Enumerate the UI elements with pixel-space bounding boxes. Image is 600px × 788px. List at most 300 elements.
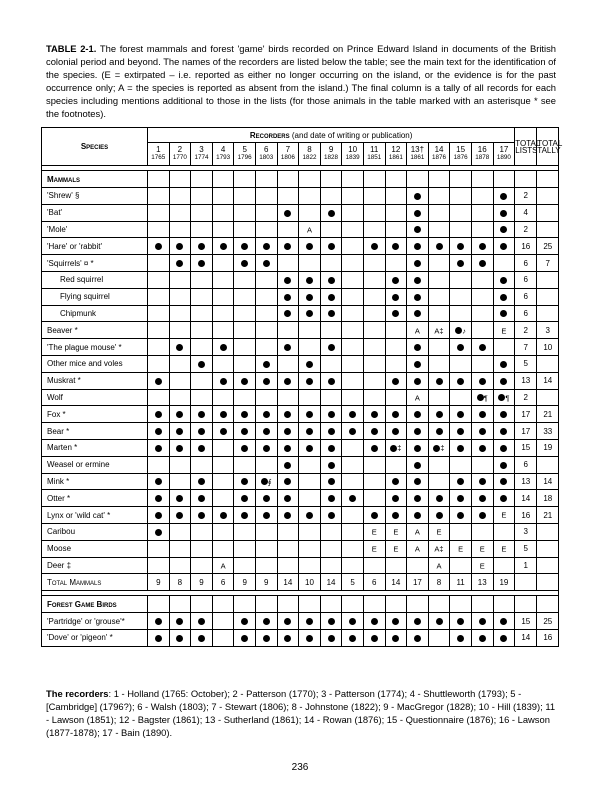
record-cell [342, 372, 364, 389]
record-cell [450, 540, 472, 557]
record-cell [471, 305, 493, 322]
record-cell [234, 204, 256, 221]
total-tally-cell: 3 [537, 322, 559, 339]
record-code: E [479, 544, 485, 554]
record-cell [169, 423, 191, 440]
record-cell [428, 288, 450, 305]
record-cell [385, 406, 407, 423]
present-dot-icon [414, 411, 421, 418]
species-name: Mink * [42, 473, 148, 490]
section-title: Forest Game Birds [47, 599, 117, 609]
table-row [42, 613, 559, 630]
present-dot-icon [479, 378, 486, 385]
present-dot-icon [198, 260, 205, 267]
record-cell [342, 221, 364, 238]
record-cell [299, 288, 321, 305]
recorder-year: 1878 [475, 154, 490, 161]
present-dot-icon [392, 428, 399, 435]
empty-cell [342, 171, 364, 188]
record-code: E [458, 544, 464, 554]
record-cell [407, 507, 429, 524]
table-row [42, 339, 559, 356]
recorder-column-header [212, 143, 234, 166]
record-code: A‡ [434, 325, 444, 335]
record-cell [385, 507, 407, 524]
record-cell [148, 389, 170, 406]
record-cell [169, 613, 191, 630]
table-row [42, 490, 559, 507]
record-code: E [501, 544, 507, 554]
total-tally-cell: 25 [537, 238, 559, 255]
record-cell [363, 288, 385, 305]
recorder-number: 3 [199, 145, 204, 154]
record-code: A [414, 527, 420, 537]
present-dot-icon [500, 378, 507, 385]
column-total: 11 [450, 574, 472, 591]
table-row [42, 406, 559, 423]
record-cell [363, 406, 385, 423]
recorder-number: 2 [177, 145, 183, 154]
present-dot-icon [500, 478, 507, 485]
record-cell [385, 305, 407, 322]
record-cell [169, 540, 191, 557]
record-cell [471, 613, 493, 630]
present-dot-icon [328, 512, 335, 519]
present-dot-icon [284, 635, 291, 642]
total-lists-cell: 14 [515, 490, 537, 507]
section-title-cell [42, 171, 148, 188]
total-lists-cell: 7 [515, 339, 537, 356]
empty-cell [212, 171, 234, 188]
species-name: Weasel or ermine [42, 456, 148, 473]
page-number: 236 [291, 762, 309, 773]
empty-cell [277, 171, 299, 188]
record-code: A [414, 393, 420, 403]
record-cell [320, 355, 342, 372]
recorder-year: 1876 [453, 154, 468, 161]
record-cell [385, 372, 407, 389]
record-cell [191, 456, 213, 473]
species-name: Moose [42, 540, 148, 557]
recorder-column-header [493, 143, 515, 166]
record-cell [471, 221, 493, 238]
present-dot-icon [479, 445, 486, 452]
record-cell [428, 473, 450, 490]
record-cell [342, 271, 364, 288]
species-name: 'Hare' or 'rabbit' [42, 238, 148, 255]
recorders-label: The recorders [46, 688, 109, 699]
record-cell [407, 188, 429, 205]
empty-cell [363, 171, 385, 188]
record-cell [428, 507, 450, 524]
record-cell [320, 255, 342, 272]
record-code: A [436, 561, 442, 571]
record-cell [212, 507, 234, 524]
total-tally-cell [537, 288, 559, 305]
recorder-year: 1796 [237, 154, 252, 161]
record-cell [363, 629, 385, 646]
record-cell [234, 423, 256, 440]
present-dot-icon [414, 193, 421, 200]
recorders-header [148, 128, 515, 143]
record-cell [169, 355, 191, 372]
record-cell [342, 355, 364, 372]
record-cell [234, 613, 256, 630]
record-cell [471, 456, 493, 473]
record-cell [212, 221, 234, 238]
record-cell [212, 355, 234, 372]
record-cell [169, 188, 191, 205]
record-cell [363, 439, 385, 456]
record-cell [450, 355, 472, 372]
record-cell [493, 389, 515, 406]
record-cell [169, 255, 191, 272]
record-code: E [371, 527, 377, 537]
recorder-year: 1890 [496, 154, 511, 161]
record-cell [428, 305, 450, 322]
record-code: A [306, 225, 312, 235]
empty-cell [234, 596, 256, 613]
record-cell [255, 439, 277, 456]
record-cell [363, 372, 385, 389]
record-cell [299, 255, 321, 272]
record-cell [169, 372, 191, 389]
total-lists-cell: 6 [515, 456, 537, 473]
present-dot-icon [328, 478, 335, 485]
record-cell [407, 613, 429, 630]
record-cell [320, 271, 342, 288]
record-code: E [393, 527, 399, 537]
record-cell [493, 490, 515, 507]
record-cell [255, 490, 277, 507]
empty-cell [515, 574, 537, 591]
total-tally-cell [537, 188, 559, 205]
record-cell [212, 557, 234, 574]
total-lists-cell: 15 [515, 613, 537, 630]
present-dot-icon [479, 243, 486, 250]
column-total: 8 [428, 574, 450, 591]
present-dot-icon [263, 512, 270, 519]
record-cell [255, 305, 277, 322]
record-cell [148, 557, 170, 574]
record-cell [191, 540, 213, 557]
recorder-number: 14 [434, 145, 444, 154]
present-dot-icon [479, 512, 486, 519]
table-row [42, 389, 559, 406]
record-cell [407, 389, 429, 406]
record-cell [320, 540, 342, 557]
record-cell [255, 204, 277, 221]
present-dot-icon [457, 478, 464, 485]
record-cell [450, 188, 472, 205]
table-row [42, 372, 559, 389]
present-dot-icon [457, 378, 464, 385]
present-dot-icon [306, 294, 313, 301]
record-cell [277, 439, 299, 456]
record-cell [234, 339, 256, 356]
record-cell [277, 372, 299, 389]
record-cell [471, 540, 493, 557]
recorder-year: 1876 [432, 154, 447, 161]
record-cell [428, 389, 450, 406]
record-cell [191, 188, 213, 205]
section-title-cell [42, 596, 148, 613]
present-dot-icon [306, 635, 313, 642]
record-cell [342, 406, 364, 423]
record-cell [363, 339, 385, 356]
recorder-column-header [428, 143, 450, 166]
species-name: Deer ‡ [42, 557, 148, 574]
record-cell [299, 389, 321, 406]
record-cell [471, 406, 493, 423]
recorder-column-header [169, 143, 191, 166]
recorder-column-header [277, 143, 299, 166]
record-cell [169, 221, 191, 238]
present-dot-icon [479, 618, 486, 625]
present-dot-icon [414, 260, 421, 267]
present-dot-icon [457, 243, 464, 250]
empty-cell [255, 596, 277, 613]
recorder-year: 1828 [324, 154, 339, 161]
present-dot-icon [328, 344, 335, 351]
present-dot-icon [155, 618, 162, 625]
record-cell [450, 629, 472, 646]
present-dot-icon [155, 428, 162, 435]
record-cell [191, 238, 213, 255]
record-cell [342, 305, 364, 322]
recorders-header-sub: (and date of writing or publication) [291, 130, 413, 140]
table-row [42, 439, 559, 456]
present-dot-icon [392, 635, 399, 642]
record-cell [450, 439, 472, 456]
record-cell [234, 490, 256, 507]
record-cell [407, 406, 429, 423]
present-dot-icon [155, 635, 162, 642]
recorder-year: 1803 [259, 154, 274, 161]
record-cell [428, 523, 450, 540]
record-cell [191, 613, 213, 630]
present-dot-icon [198, 243, 205, 250]
present-dot-icon [284, 310, 291, 317]
record-cell [169, 271, 191, 288]
total-tally-cell [537, 271, 559, 288]
total-lists-cell: 16 [515, 238, 537, 255]
record-cell [450, 490, 472, 507]
present-dot-icon [392, 310, 399, 317]
record-cell [191, 288, 213, 305]
record-cell [234, 523, 256, 540]
present-dot-icon [284, 294, 291, 301]
record-cell [407, 221, 429, 238]
record-cell [363, 523, 385, 540]
total-lists-cell: 13 [515, 372, 537, 389]
record-cell [234, 255, 256, 272]
present-dot-icon [479, 635, 486, 642]
record-cell [320, 305, 342, 322]
record-cell [255, 540, 277, 557]
present-dot-icon [457, 495, 464, 502]
record-cell [234, 221, 256, 238]
record-cell [320, 456, 342, 473]
record-cell [407, 255, 429, 272]
present-dot-icon [500, 310, 507, 317]
record-code: A‡ [434, 544, 444, 554]
present-dot-icon [176, 635, 183, 642]
species-name: Caribou [42, 523, 148, 540]
present-dot-icon [328, 495, 335, 502]
record-cell [191, 406, 213, 423]
record-cell [255, 271, 277, 288]
present-dot-icon [241, 512, 248, 519]
record-cell [148, 221, 170, 238]
present-dot-icon [155, 529, 162, 536]
species-name: Other mice and voles [42, 355, 148, 372]
column-total: 6 [212, 574, 234, 591]
record-cell [428, 271, 450, 288]
record-cell [212, 188, 234, 205]
empty-cell [320, 171, 342, 188]
present-dot-icon [263, 445, 270, 452]
record-cell [320, 473, 342, 490]
record-cell [385, 423, 407, 440]
present-dot-icon [284, 277, 291, 284]
record-cell [169, 456, 191, 473]
empty-cell [191, 171, 213, 188]
present-dot-icon [349, 411, 356, 418]
present-dot-icon [436, 495, 443, 502]
present-dot-icon [349, 428, 356, 435]
present-dot-icon [371, 635, 378, 642]
species-name: Wolf [42, 389, 148, 406]
record-cell [385, 456, 407, 473]
present-dot-icon [436, 243, 443, 250]
record-cell [191, 523, 213, 540]
recorder-column-header [450, 143, 472, 166]
record-cell [428, 490, 450, 507]
recorder-number: 7 [285, 145, 291, 154]
recorders-header-label: Recorders [249, 130, 290, 140]
record-code: A [414, 544, 420, 554]
record-cell [363, 255, 385, 272]
present-dot-icon [349, 495, 356, 502]
present-dot-icon [284, 495, 291, 502]
record-cell [320, 439, 342, 456]
record-cell [169, 490, 191, 507]
record-cell [212, 204, 234, 221]
present-dot-icon [392, 277, 399, 284]
recorder-number: 8 [307, 145, 312, 154]
empty-cell [471, 171, 493, 188]
present-dot-icon [241, 618, 248, 625]
present-dot-icon [155, 378, 162, 385]
recorder-column-header [320, 143, 342, 166]
record-cell [234, 473, 256, 490]
record-cell [169, 507, 191, 524]
record-cell [407, 271, 429, 288]
record-cell [212, 523, 234, 540]
record-cell [450, 322, 472, 339]
footnote-mark: ♪ [462, 325, 466, 335]
total-lists-cell: 6 [515, 305, 537, 322]
record-cell [407, 423, 429, 440]
total-lists-cell: 2 [515, 221, 537, 238]
total-tally-cell: 18 [537, 490, 559, 507]
empty-cell [537, 171, 559, 188]
record-code: A [220, 561, 226, 571]
column-total: 9 [191, 574, 213, 591]
record-cell [385, 490, 407, 507]
empty-cell [407, 596, 429, 613]
total-lists-cell: 6 [515, 271, 537, 288]
species-name: Chipmunk [42, 305, 148, 322]
record-cell [277, 188, 299, 205]
record-cell [493, 204, 515, 221]
record-cell [342, 389, 364, 406]
present-dot-icon [328, 635, 335, 642]
column-total: 14 [385, 574, 407, 591]
present-dot-icon [328, 243, 335, 250]
present-dot-icon [500, 193, 507, 200]
empty-cell [385, 596, 407, 613]
record-cell [363, 423, 385, 440]
record-cell [148, 355, 170, 372]
record-cell [342, 255, 364, 272]
total-lists-cell: 15 [515, 439, 537, 456]
total-lists-cell: 4 [515, 204, 537, 221]
empty-cell [428, 171, 450, 188]
record-cell [450, 507, 472, 524]
present-dot-icon [500, 635, 507, 642]
record-cell [191, 389, 213, 406]
present-dot-icon [306, 411, 313, 418]
species-name: 'Partridge' or 'grouse'* [42, 613, 148, 630]
section-title: Mammals [47, 174, 80, 184]
record-cell [407, 629, 429, 646]
record-cell [320, 221, 342, 238]
present-dot-icon [261, 478, 268, 485]
record-cell [191, 507, 213, 524]
column-total: 17 [407, 574, 429, 591]
empty-cell [148, 171, 170, 188]
column-total: 14 [320, 574, 342, 591]
record-cell [407, 490, 429, 507]
record-cell [299, 456, 321, 473]
present-dot-icon [371, 243, 378, 250]
record-cell [493, 322, 515, 339]
record-cell [234, 238, 256, 255]
total-tally-cell [537, 305, 559, 322]
record-cell [428, 355, 450, 372]
record-cell [299, 557, 321, 574]
total-lists-cell: 17 [515, 406, 537, 423]
recorder-number: 13† [410, 145, 425, 154]
present-dot-icon [500, 361, 507, 368]
record-cell [234, 557, 256, 574]
record-cell [299, 507, 321, 524]
record-cell [407, 305, 429, 322]
record-cell [320, 372, 342, 389]
record-cell [277, 473, 299, 490]
total-tally-cell [537, 523, 559, 540]
record-cell [255, 339, 277, 356]
record-cell [299, 473, 321, 490]
table-row [42, 523, 559, 540]
table-row [42, 238, 559, 255]
footnote-mark: ‡ [440, 443, 445, 453]
record-cell [191, 305, 213, 322]
table-row [42, 473, 559, 490]
record-cell [342, 439, 364, 456]
